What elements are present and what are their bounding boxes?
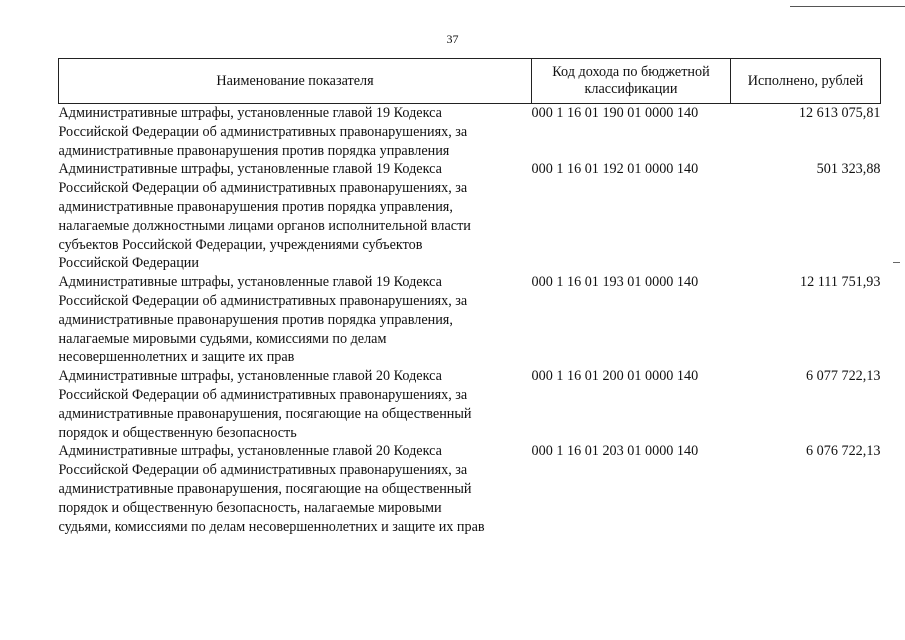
header-income-code-line: классификации bbox=[584, 81, 678, 97]
scan-mark bbox=[893, 262, 900, 263]
table-header-row bbox=[59, 59, 881, 104]
indicator-name-cell bbox=[59, 104, 532, 161]
table-row bbox=[59, 160, 881, 273]
income-code-cell: 000 1 16 01 193 01 0000 140 bbox=[531, 274, 699, 291]
indicator-name-line: Административные штрафы, установленные главой 19 Кодекса bbox=[58, 274, 442, 291]
report-table bbox=[58, 58, 881, 536]
header-executed-amount: Исполнено, рублей bbox=[731, 59, 881, 104]
income-code-cell: 000 1 16 01 192 01 0000 140 bbox=[531, 161, 699, 178]
indicator-name-line: Административные штрафы, установленные главой 20 Кодекса bbox=[58, 443, 442, 460]
indicator-name-line: административные правонарушения против порядка управления, bbox=[58, 198, 453, 215]
indicator-name-line: Российской Федерации об административных правонарушениях, за bbox=[58, 123, 468, 140]
indicator-name-line: административные правонарушения против порядка управления bbox=[58, 142, 450, 159]
indicator-name-line: Российской Федерации об административных правонарушениях, за bbox=[58, 462, 468, 479]
executed-amount-cell: 6 077 722,13 bbox=[806, 368, 881, 385]
executed-amount-cell: 501 323,88 bbox=[816, 161, 881, 178]
indicator-name-line: Российской Федерации об административных правонарушениях, за bbox=[58, 292, 468, 309]
indicator-name-line: Административные штрафы, установленные главой 19 Кодекса bbox=[58, 161, 442, 178]
table-row bbox=[59, 104, 881, 161]
indicator-name-line: налагаемые мировыми судьями, комиссиями по делам bbox=[58, 330, 387, 347]
income-code-cell: 000 1 16 01 200 01 0000 140 bbox=[531, 368, 699, 385]
indicator-name-line: порядок и общественную безопасность bbox=[58, 424, 297, 441]
table-row bbox=[59, 442, 881, 536]
indicator-name-line: судьями, комиссиями по делам несовершеннолетних и защите их прав bbox=[58, 518, 485, 535]
income-code-cell: 000 1 16 01 203 01 0000 140 bbox=[531, 443, 699, 460]
indicator-name-line: административные правонарушения против порядка управления, bbox=[58, 311, 453, 328]
page-number: 37 bbox=[446, 32, 459, 46]
indicator-name-line: несовершеннолетних и защите их прав bbox=[58, 349, 295, 366]
table-row bbox=[59, 367, 881, 442]
indicator-name-line: субъектов Российской Федерации, учреждениями субъектов bbox=[58, 236, 423, 253]
indicator-name-line: административные правонарушения, посягающие на общественный bbox=[58, 480, 472, 497]
table-row bbox=[59, 273, 881, 367]
executed-amount-cell: 12 111 751,93 bbox=[799, 274, 881, 291]
indicator-name-line: Российской Федерации об административных правонарушениях, за bbox=[58, 180, 468, 197]
header-income-code-line: Код дохода по бюджетной bbox=[552, 64, 710, 80]
indicator-name-cell bbox=[59, 442, 532, 536]
header-indicator-name: Наименование показателя bbox=[59, 59, 532, 104]
header-income-code bbox=[532, 59, 731, 104]
indicator-name-line: административные правонарушения, посягающие на общественный bbox=[58, 405, 472, 422]
top-rule bbox=[790, 6, 905, 7]
indicator-name-line: налагаемые должностными лицами органов исполнительной власти bbox=[58, 217, 471, 234]
indicator-name-line: Административные штрафы, установленные главой 20 Кодекса bbox=[58, 368, 442, 385]
indicator-name-line: Российской Федерации bbox=[58, 255, 199, 272]
indicator-name-cell bbox=[59, 160, 532, 273]
indicator-name-line: порядок и общественную безопасность, налагаемые мировыми bbox=[58, 499, 442, 516]
executed-amount-cell: 6 076 722,13 bbox=[806, 443, 881, 460]
income-code-cell: 000 1 16 01 190 01 0000 140 bbox=[531, 105, 699, 121]
executed-amount-cell: 12 613 075,81 bbox=[798, 105, 881, 121]
indicator-name-cell bbox=[59, 367, 532, 442]
indicator-name-line: Административные штрафы, установленные главой 19 Кодекса bbox=[58, 105, 442, 121]
indicator-name-line: Российской Федерации об административных правонарушениях, за bbox=[58, 386, 468, 403]
indicator-name-cell bbox=[59, 273, 532, 367]
